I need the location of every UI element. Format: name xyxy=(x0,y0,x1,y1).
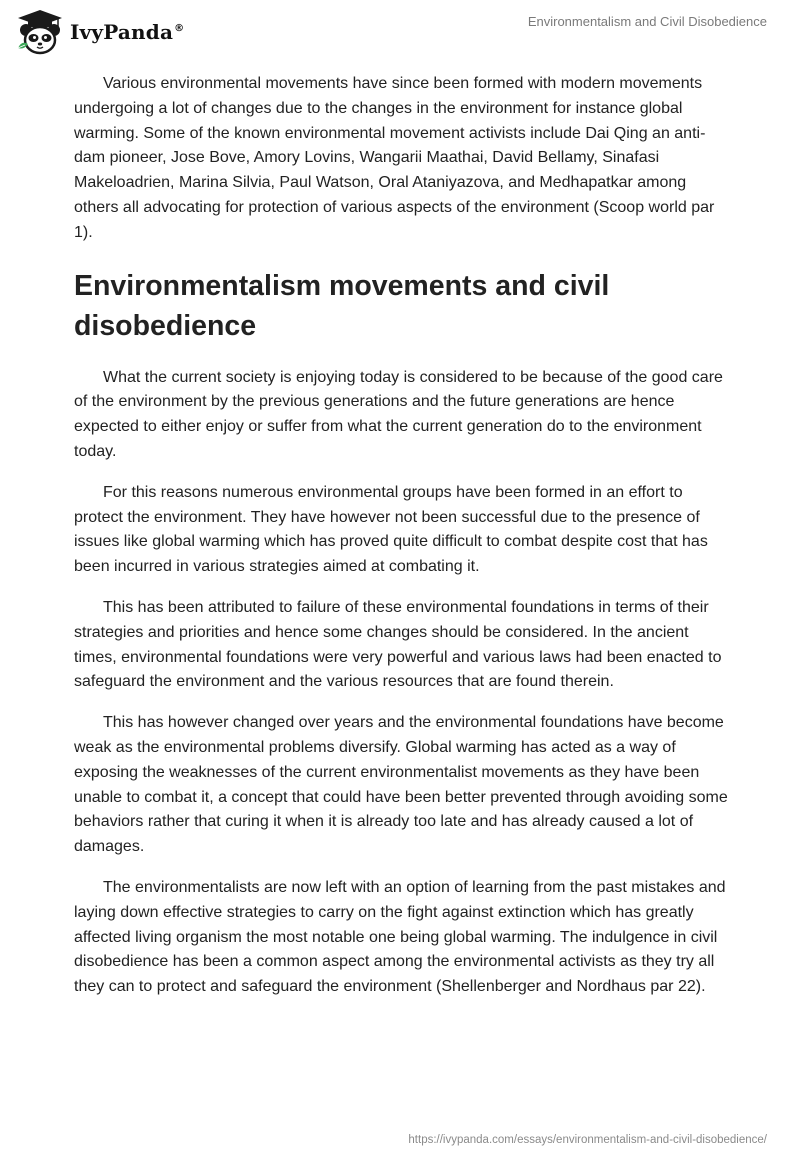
paragraph: What the current society is enjoying today is considered to be because of the good care of the environment by the previous generations and the future generations are hence expected to either enjoy or suffer from what the current generation do to the environment today. xyxy=(74,368,723,460)
paragraph: Various environmental movements have since been formed with modern movements undergoing a lot of changes due to the changes in the environment for instance global warming. Some of the known environmental movement activists include Dai Qing an anti-dam pioneer, Jose Bove, Amory Lovins, Wangarii Maathai, David Bellamy, Sinafasi Makeloadrien, Marina Silvia, Paul Watson, Oral Ataniyazova, and Medhapatkar among others all advocating for protection of various aspects of the environment (Scoop world par 1). xyxy=(74,75,715,241)
page-header xyxy=(0,0,800,60)
section-heading: Environmentalism movements and civil disobedience xyxy=(74,269,610,342)
essay-title: Environmentalism and Civil Disobedience xyxy=(527,14,767,29)
ivypanda-logo[interactable] xyxy=(14,8,184,56)
registered-mark: ® xyxy=(174,23,185,35)
logo-wordmark: IvyPanda® xyxy=(70,20,185,44)
paragraph: The environmentalists are now left with an option of learning from the past mistakes and laying down effective strategies to carry on the fight against extinction which has greatly affected living organism the most notable one being global warming. The indulgence in civil disobedience has been a common aspect among the environmental activists as they try all they can to protect and safeguard the environment (Shellenberger and Nordhaus par 22). xyxy=(74,878,726,996)
panda-graduate-icon xyxy=(14,8,66,56)
paragraph: This has however changed over years and the environmental foundations have become weak as the environmental problems diversify. Global warming has acted as a way of exposing the weaknesses of the current environmentalist movements as they have been unable to combat it, a concept that could have been better prevented through avoiding some behaviors rather that curing it when it is already too late and has already caused a lot of damages. xyxy=(74,714,728,856)
paragraph: This has been attributed to failure of these environmental foundations in terms of their strategies and priorities and hence some changes should be considered. In the ancient times, environmental foundations were very powerful and various laws had been enacted to safeguard the environment and the various resources that are found therein. xyxy=(74,598,722,691)
essay-content xyxy=(74,72,729,1016)
paragraph: For this reasons numerous environmental groups have been formed in an effort to protect the environment. They have however not been successful due to the presence of issues like global warming which has proved quite difficult to combat despite cost that has been incurred in various strategies aimed at combating it. xyxy=(74,483,708,576)
source-url[interactable]: https://ivypanda.com/essays/environmentalism-and-civil-disobedience/ xyxy=(408,1134,767,1146)
